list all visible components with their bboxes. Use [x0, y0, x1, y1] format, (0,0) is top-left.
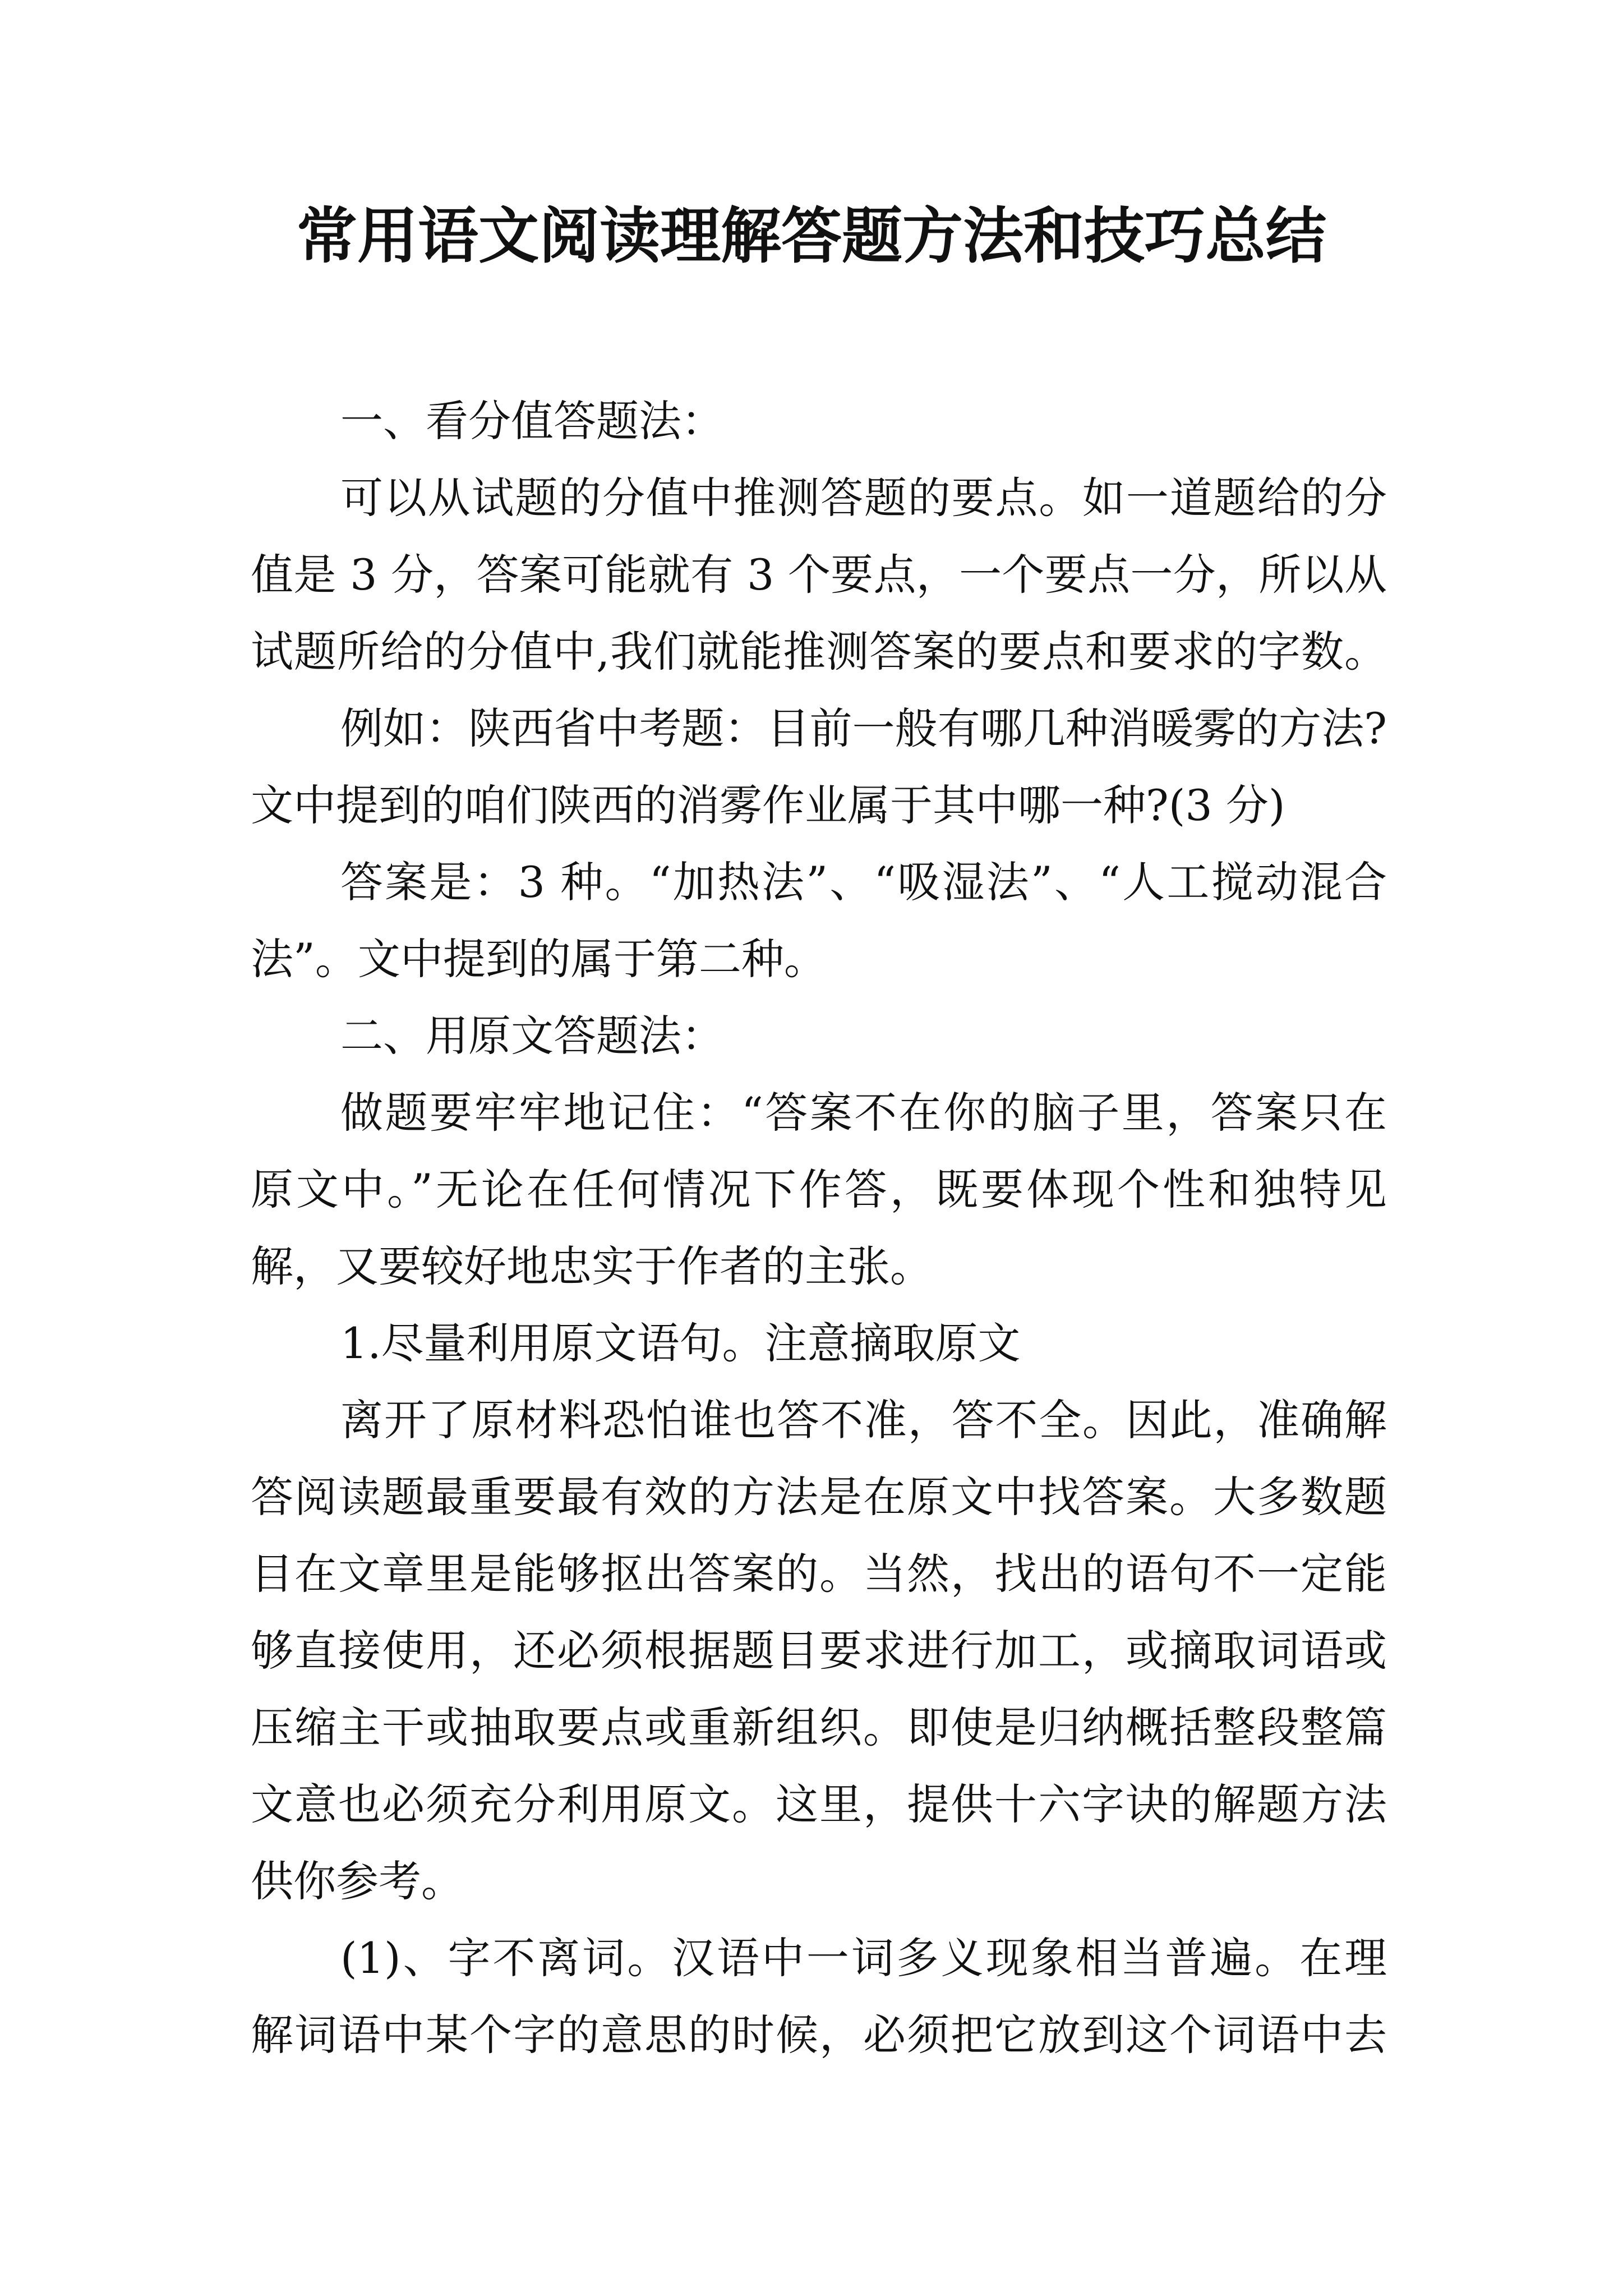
- paragraph: [251, 383, 1387, 459]
- text-line: 例如：陕西省中考题：目前一般有哪几种消暖雾的方法?: [340, 703, 1387, 753]
- text-line: (1)、字不离词。汉语中一词多义现象相当普遍。在理: [340, 1933, 1387, 1983]
- text-line: 原文中。”无论在任何情况下作答，既要体现个性和独特见: [251, 1165, 1387, 1214]
- document-body: [251, 383, 1387, 2073]
- text-line: 压缩主干或抽取要点或重新组织。即使是归纳概括整段整篇: [251, 1703, 1387, 1752]
- paragraph: [251, 997, 1387, 1074]
- text-line: 法”。文中提到的属于第二种。: [251, 934, 827, 984]
- text-line: 答案是：3 种。“加热法”、“吸湿法”、“人工搅动混合: [340, 857, 1387, 907]
- text-line: 文中提到的咱们陕西的消雾作业属于其中哪一种?(3 分): [251, 780, 1285, 830]
- section-heading: 一、看分值答题法：: [340, 396, 724, 446]
- paragraph: [251, 1074, 1387, 1305]
- text-line: 试题所给的分值中,我们就能推测答案的要点和要求的字数。: [251, 627, 1387, 677]
- text-line: 解，又要较好地忠实于作者的主张。: [251, 1241, 933, 1291]
- text-line: 可以从试题的分值中推测答题的要点。如一道题给的分: [340, 473, 1387, 523]
- paragraph: [251, 844, 1387, 997]
- section-heading: 二、用原文答题法：: [340, 1011, 724, 1061]
- text-line: 目在文章里是能够抠出答案的。当然，找出的语句不一定能: [251, 1549, 1387, 1599]
- text-line: 离开了原材料恐怕谁也答不准，答不全。因此，准确解: [340, 1395, 1387, 1445]
- paragraph: [251, 459, 1387, 690]
- paragraph: [251, 690, 1387, 844]
- text-line: 文意也必须充分利用原文。这里，提供十六字诀的解题方法: [251, 1779, 1387, 1829]
- text-line: 答阅读题最重要最有效的方法是在原文中找答案。大多数题: [251, 1472, 1387, 1522]
- text-line: 够直接使用，还必须根据题目要求进行加工，或摘取词语或: [251, 1626, 1387, 1676]
- document-title: 常用语文阅读理解答题方法和技巧总结: [296, 201, 1326, 272]
- subsection-heading: 1.尽量利用原文语句。注意摘取原文: [340, 1318, 1021, 1368]
- text-line: 解词语中某个字的意思的时候，必须把它放到这个词语中去: [251, 2010, 1387, 2060]
- paragraph: [251, 1920, 1387, 2073]
- text-line: 做题要牢牢地记住：“答案不在你的脑子里，答案只在: [340, 1088, 1387, 1138]
- paragraph: [251, 1305, 1387, 1382]
- text-line: 供你参考。: [251, 1856, 464, 1906]
- text-line: 值是 3 分，答案可能就有 3 个要点，一个要点一分，所以从: [251, 550, 1387, 600]
- paragraph: [251, 1382, 1387, 1920]
